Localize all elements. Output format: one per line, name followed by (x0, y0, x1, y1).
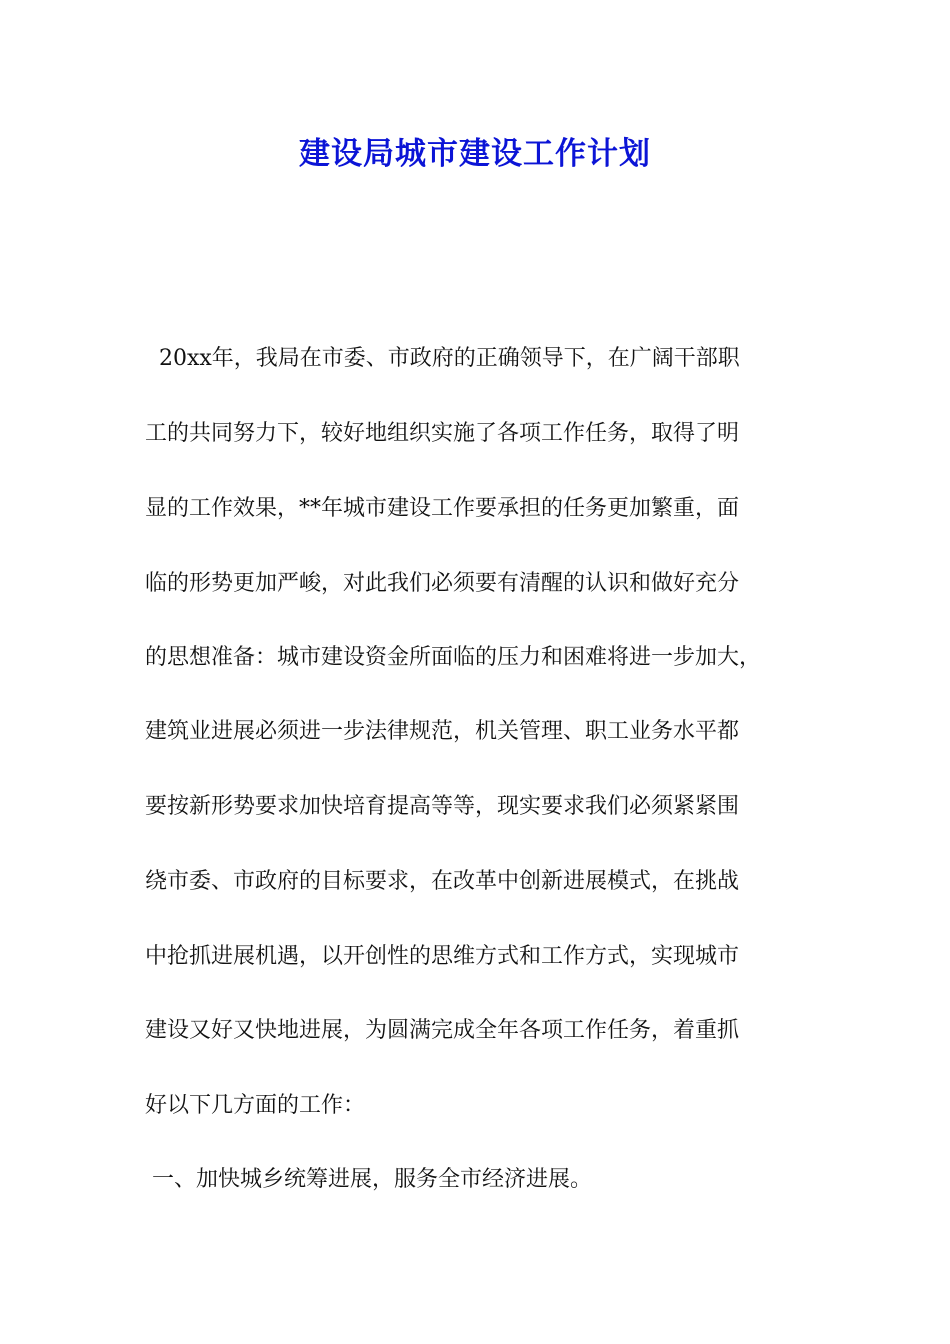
paragraph-line-3: 显的工作效果，**年城市建设工作要承担的任务更加繁重，面 (145, 496, 740, 521)
paragraph-line-11: 好以下几方面的工作： (145, 1093, 366, 1118)
paragraph-line-9: 中抢抓进展机遇，以开创性的思维方式和工作方式，实现城市 (145, 944, 740, 969)
paragraph-line-5: 的思想准备：城市建设资金所面临的压力和困难将进一步加大， (145, 645, 762, 670)
document-title: 建设局城市建设工作计划 (299, 136, 651, 172)
paragraph-line-7: 要按新形势要求加快培育提高等等，现实要求我们必须紧紧围 (145, 794, 740, 819)
section-heading-1: 一、加快城乡统筹进展，服务全市经济进展。 (145, 1167, 592, 1192)
paragraph-line-1: 20xx年，我局在市委、市政府的正确领导下，在广阔干部职 (145, 346, 740, 371)
paragraph-line-6: 建筑业进展必须进一步法律规范，机关管理、职工业务水平都 (145, 719, 740, 744)
paragraph-line-8: 绕市委、市政府的目标要求，在改革中创新进展模式，在挑战 (145, 869, 740, 894)
paragraph-line-4: 临的形势更加严峻，对此我们必须要有清醒的认识和做好充分 (145, 571, 740, 596)
paragraph-line-10: 建设又好又快地进展，为圆满完成全年各项工作任务，着重抓 (145, 1018, 740, 1043)
paragraph-line-2: 工的共同努力下，较好地组织实施了各项工作任务，取得了明 (145, 421, 740, 446)
